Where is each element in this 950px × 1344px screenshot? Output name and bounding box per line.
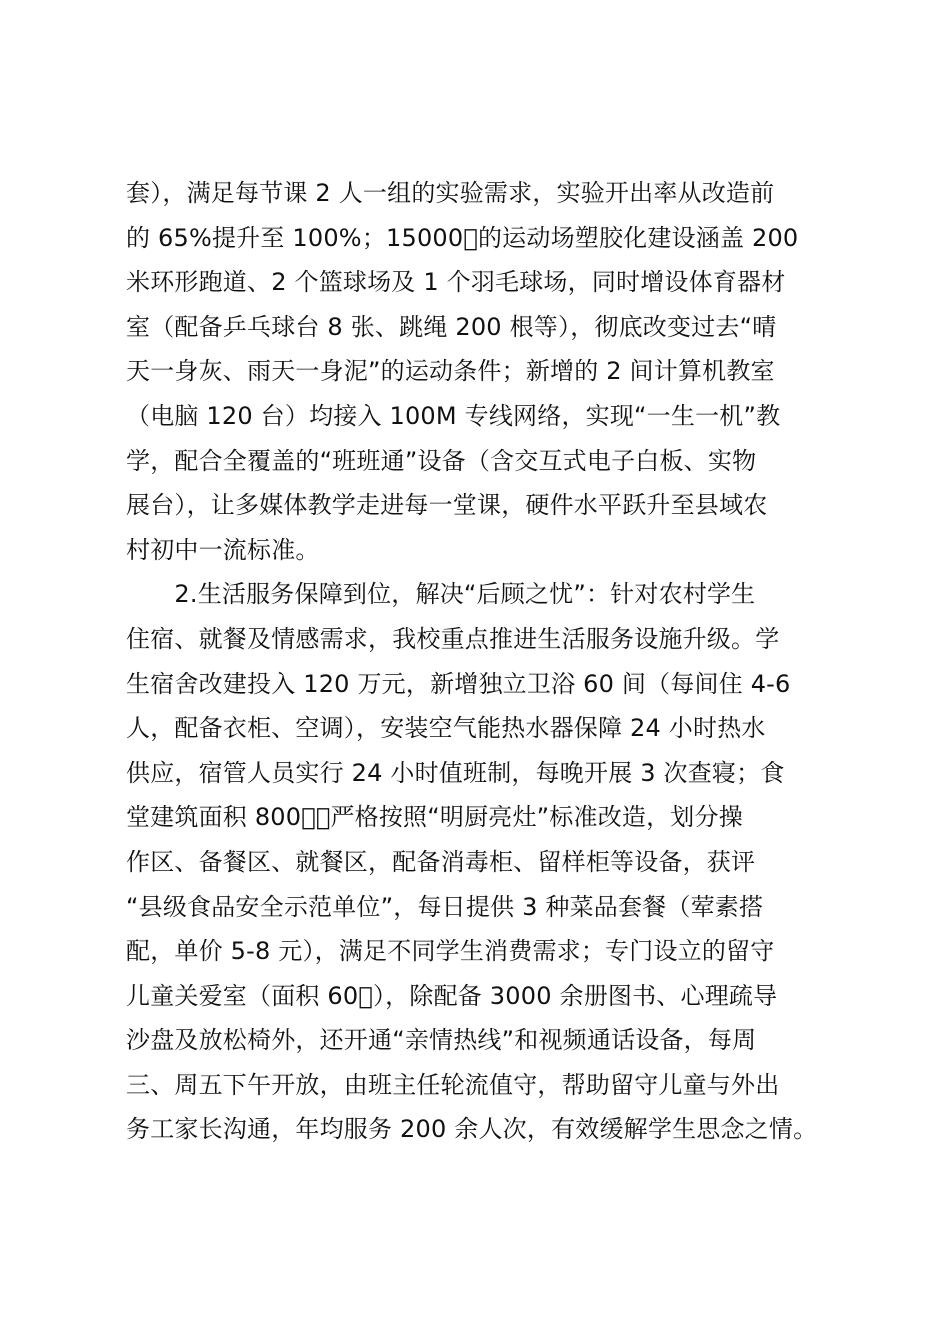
text-line: 堂建筑面积 800􏰀，严格按照“明厨亮灶”标准改造，划分操	[126, 803, 743, 832]
text-line: 沙盘及放松椅外，还开通“亲情热线”和视频通话设备，每周	[126, 1026, 757, 1055]
text-line: 住宿、就餐及情感需求，我校重点推进生活服务设施升级。学	[126, 624, 780, 653]
text-line: 米环形跑道、2 个篮球场及 1 个羽毛球场，同时增设体育器材	[126, 268, 786, 297]
text-line: 天一身灰、雨天一身泥”的运动条件；新增的 2 间计算机教室	[126, 357, 775, 386]
text-line: 儿童关爱室（面积 60􏰀），除配备 3000 余册图书、心理疏导	[126, 981, 778, 1010]
text-line: 室（配备乒乓球台 8 张、跳绳 200 根等），彻底改变过去“晴	[126, 312, 777, 341]
text-line: 三、周五下午开放，由班主任轮流值守，帮助留守儿童与外出	[126, 1070, 780, 1099]
paragraph-heading-line: 2.生活服务保障到位，解决“后顾之忧”：针对农村学生	[126, 580, 756, 609]
text-line: “县级食品安全示范单位”，每日提供 3 种菜品套餐（荤素搭	[126, 892, 764, 921]
text-line: 配，单价 5-8 元），满足不同学生消费需求；专门设立的留守	[126, 937, 775, 966]
text-line: 展台），让多媒体教学走进每一堂课，硬件水平跃升至县域农	[126, 491, 768, 520]
text-line: 生宿舍改建投入 120 万元，新增独立卫浴 60 间（每间住 4-6	[126, 669, 791, 698]
text-line: 供应，宿管人员实行 24 小时值班制，每晚开展 3 次查寝；食	[126, 758, 785, 787]
text-line: 人，配备衣柜、空调），安装空气能热水器保障 24 小时热水	[126, 714, 766, 743]
text-line: 务工家长沟通，年均服务 200 余人次，有效缓解学生思念之情。	[126, 1115, 818, 1144]
text-line: 学，配合全覆盖的“班班通”设备（含交互式电子白板、实物	[126, 446, 757, 475]
text-line: 村初中一流标准。	[126, 535, 320, 564]
text-line: （电脑 120 台）均接入 100M 专线网络，实现“一生一机”教	[126, 401, 781, 430]
text-line: 的 65%提升至 100%；15000􏰀的运动场塑胶化建设涵盖 200	[126, 223, 799, 252]
text-line: 作区、备餐区、就餐区，配备消毒柜、留样柜等设备，获评	[126, 847, 756, 876]
body-text	[126, 171, 846, 1152]
text-line: 套），满足每节课 2 人一组的实验需求，实验开出率从改造前	[126, 179, 775, 207]
